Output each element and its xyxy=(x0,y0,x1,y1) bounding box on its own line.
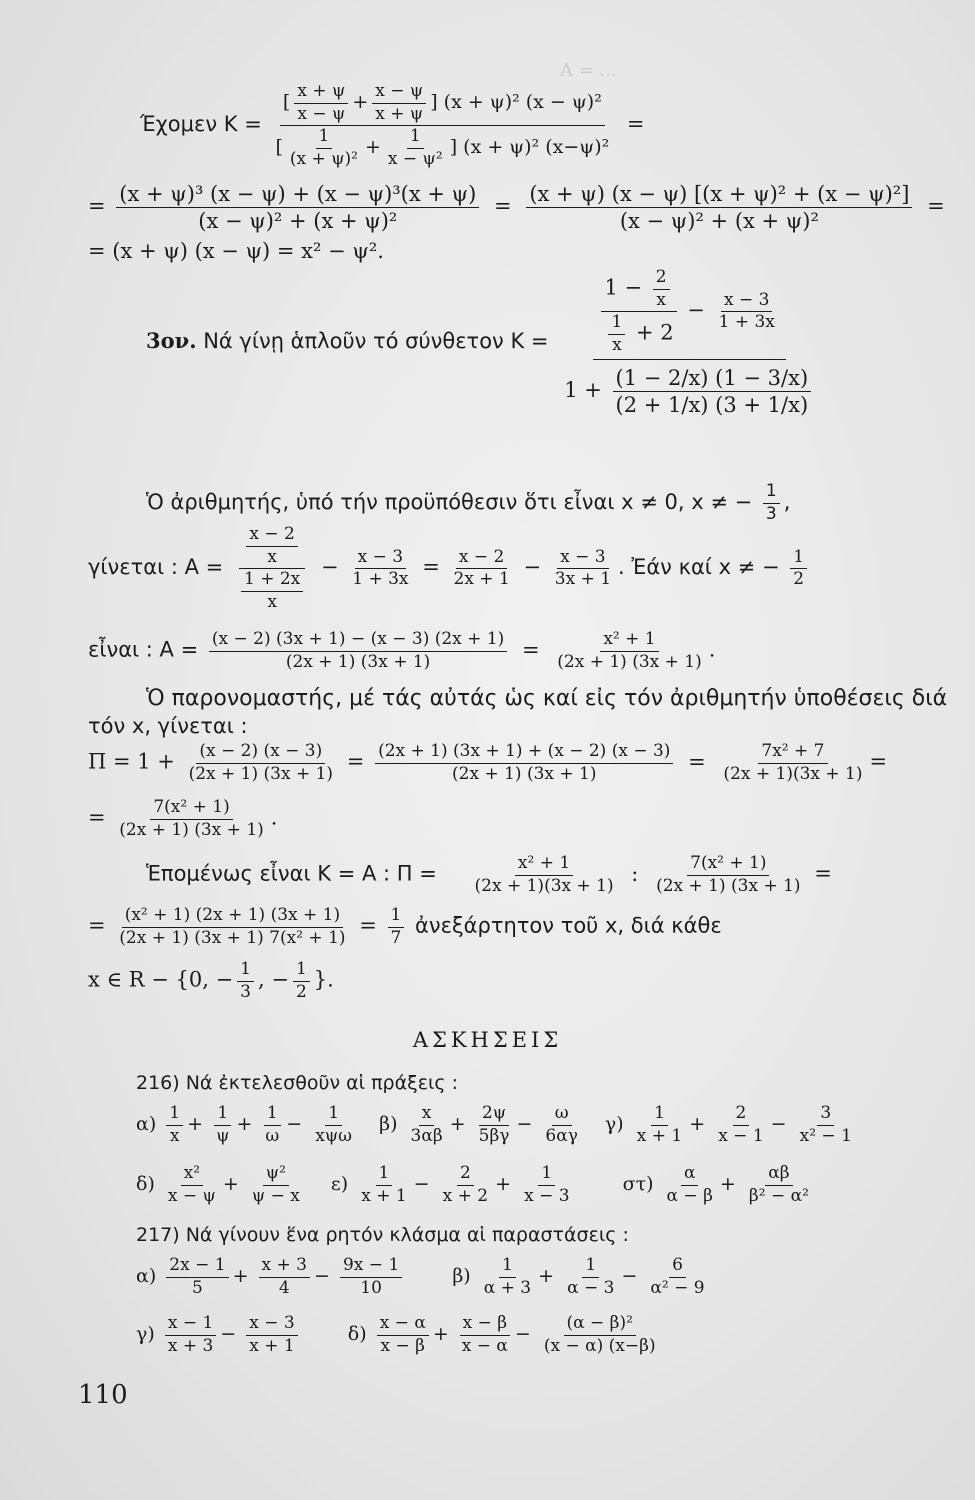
a-result: εἶναι : Α = $\frac{(x - 2) (3x + 1) - (x - 3) (2x + 1)}{(2x + 1) (3x + 1)}$ = $\frac{\text{x² + 1}}{(2x + 1) (3x + 1)}$ . xyxy=(88,629,716,672)
exercise-216: 216) Νά ἐκτελεσθοῦν αἱ πράξεις : xyxy=(136,1072,459,1094)
page-number: 110 xyxy=(78,1380,128,1410)
problem-label: 3ον. xyxy=(146,328,197,354)
denominator-sentence: Ὁ παρονομαστής, μέ τάς αὐτάς ὡς καί εἰς τόν ἀριθμητήν ὑποθέσεις διά xyxy=(146,686,948,711)
exercise-217: 217) Νά γίνουν ἕνα ρητόν κλάσμα αἱ παραστάσεις : xyxy=(136,1224,629,1246)
domain-line: x ∈ R − {0, − $\frac{1}{3}$ , − $\frac{1}{2}$ }. xyxy=(88,959,334,1002)
exercises-title: ΑΣΚΗΣΕΙΣ xyxy=(412,1028,563,1052)
compound-fraction: 1 − $\frac{2}{x}$ $\frac{1}{x}$ + 2 − $\frac{x - 3}{1 + 3x}$ 1 + $\frac{(1 - 2/x) (1 - 3/x)}{(2 + 1/x) (3 + 1/x)}$ xyxy=(561,268,818,417)
exercise-216-row-1: α) $\frac{1}{x}$ + $\frac{1}{\psi}$ + $\frac{1}{\omega}$ − $\frac{1}{\text{xψω}}$ β) $\frac{x}{3\alpha\beta}$ + $\frac{2\psi}{5\beta\gamma}$ − $\frac{\omega}{6\alpha\gamma}$ γ) $\frac{1}{x + 1}$ + $\frac{2}{x - 1}$ − $\frac{3}{\text{x² − 1}}$ xyxy=(136,1103,852,1146)
denominator-sentence-2: τόν x, γίνεται : xyxy=(88,714,248,738)
exercise-217-row-1: α) $\frac{2x - 1}{5}$ + $\frac{x + 3}{4}$ − $\frac{9x - 1}{10}$ β) $\frac{1}{\alpha + 3}$ + $\frac{1}{\alpha - 3}$ − $\frac{6}{\text{α² − 9}}$ xyxy=(136,1255,705,1298)
fraction: $\frac{\text{(x + ψ) (x − ψ) [(x + ψ)² + (x − ψ)²]}}{\text{(x − ψ)² + (x + ψ)²}}$ xyxy=(526,182,912,233)
pi-equation: Π = 1 + $\frac{(x - 2) (x - 3)}{(2x + 1) (3x + 1)}$ = $\frac{(2x + 1) (3x + 1) + (x - 2) (x - 3)}{(2x + 1) (3x + 1)}$ = $\frac{\text{7x² + 7}}{(2x + 1)(3x + 1)}$ = xyxy=(88,741,888,784)
intro-line-2: = $\frac{\text{(x + ψ)³ (x − ψ) + (x − ψ)³(x + ψ)}}{\text{(x − ψ)² + (x + ψ)²}}$ = $\frac{\text{(x + ψ) (x − ψ) [(x + ψ)² + (x − ψ)²]}}{\text{(x − ψ)² + (x + ψ)²}}$ = xyxy=(88,182,945,234)
a-equation: γίνεται : Α = $\frac{\frac{x - 2}{x}}{\frac{1 + 2x}{x}}$ − $\frac{x - 3}{1 + 3x}$ = $\frac{x - 2}{2x + 1}$ − $\frac{x - 3}{3x + 1}$ . Ἐάν καί x ≠ − $\frac{1}{2}$ xyxy=(88,525,811,612)
intro-line-1: Έχομεν Κ = [ $\frac{x + \psi}{x - \psi}$ + $\frac{x - \psi}{x + \psi}$ ] (x + ψ)² (x − ψ)² [ $\frac{1}{\text{(x + ψ)²}}$ + $\frac{1}{\text{x − ψ²}}$ ] (x + ψ)² (x−ψ)² = xyxy=(140,81,645,169)
exercise-216-row-2: δ) $\frac{\text{x²}}{x - \psi}$ + $\frac{\text{ψ²}}{\psi - x}$ ε) $\frac{1}{x + 1}$ − $\frac{2}{x + 2}$ + $\frac{1}{x - 3}$ στ) $\frac{\alpha}{\alpha - \beta}$ + $\frac{\alpha\beta}{\text{β² − α²}}$ xyxy=(136,1163,809,1206)
numerator-sentence: Ὁ ἀριθμητής, ὑπό τήν προϋπόθεσιν ὅτι εἶναι x ≠ 0, x ≠ − $\frac{1}{3}$ , xyxy=(146,481,791,524)
k-result: Ἑπομένως εἶναι Κ = Α : Π = $\frac{\text{x² + 1}}{(2x + 1)(3x + 1)}$ : $\frac{\text{7(x² + 1)}}{(2x + 1) (3x + 1)}$ = xyxy=(146,853,832,896)
fraction: $\frac{\text{(x + ψ)³ (x − ψ) + (x − ψ)³(x + ψ)}}{\text{(x − ψ)² + (x + ψ)²}}$ xyxy=(116,182,479,233)
big-fraction: [ $\frac{x + \psi}{x - \psi}$ + $\frac{x - \psi}{x + \psi}$ ] (x + ψ)² (x − ψ)² [ $\frac{1}{\text{(x + ψ)²}}$ + $\frac{1}{\text{x − ψ²}}$ ] (x + ψ)² (x−ψ)² xyxy=(275,81,610,169)
exercise-217-row-2: γ) $\frac{x - 1}{x + 3}$ − $\frac{x - 3}{x + 1}$ δ) $\frac{x - \alpha}{x - \beta}$ + $\frac{x - \beta}{x - \alpha}$ − $\frac{\text{(α − β)²}}{(x - \alpha) (x-\beta)}$ xyxy=(136,1313,656,1356)
intro-line-3: = (x + ψ) (x − ψ) = x² − ψ². xyxy=(88,239,384,263)
pi-equation-2: = $\frac{\text{7(x² + 1)}}{(2x + 1) (3x + 1)}$ . xyxy=(88,797,278,840)
k-result-2: = $\frac{\text{(x² + 1) (2x + 1) (3x + 1)}}{\text{(2x + 1) (3x + 1) 7(x² + 1)}}$ = $\frac{1}{7}$ ἀνεξάρτητον τοῦ x, διά κάθε xyxy=(88,905,722,948)
problem-3: 3ον. Νά γίνῃ ἁπλοῦν τό σύνθετον Κ = 1 − $\frac{2}{x}$ $\frac{1}{x}$ + 2 − $\frac{x - 3}{1 + 3x}$ 1 + $\frac{(1 - 2/x) (1 - 3/x)}{(2 + 1/x) (3 + 1/x)}$ xyxy=(146,268,822,417)
bleed-through-text: Α = ... xyxy=(560,60,617,81)
echomen-label: Έχομεν Κ = xyxy=(140,112,262,137)
